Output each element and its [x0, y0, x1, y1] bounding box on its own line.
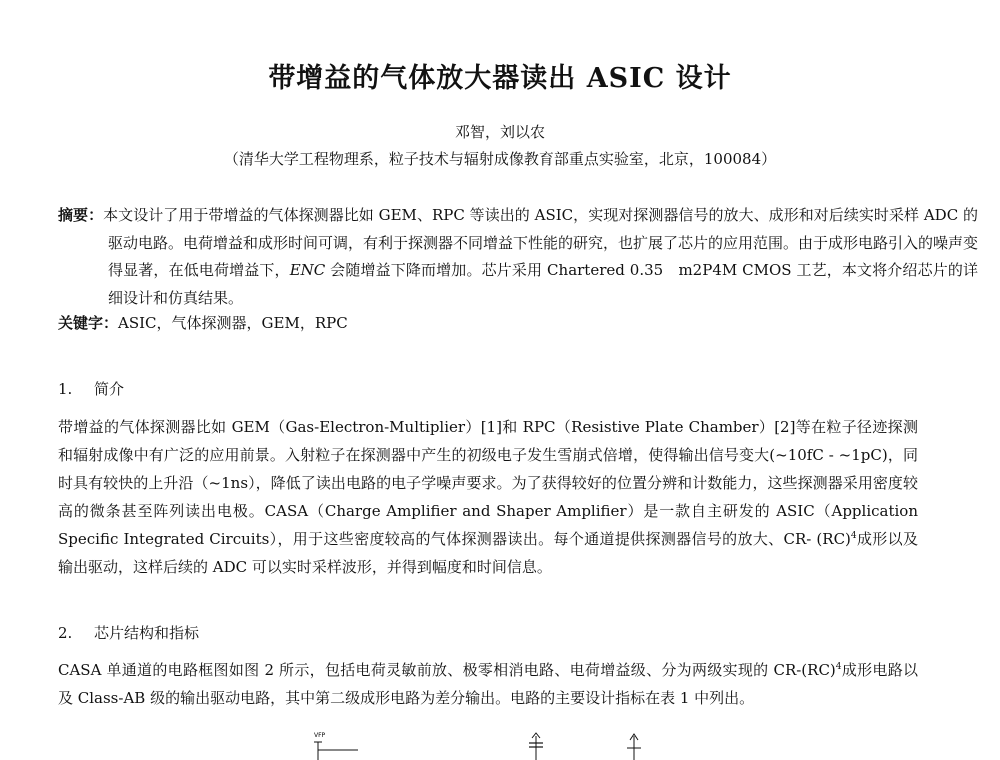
section-title: 芯片结构和指标 [94, 624, 200, 642]
intro-tail: 成形以及输出驱动，这样后续的 ADC 可以实时采样波形，并得到幅度和时间信息。 [58, 530, 918, 576]
paper-title: 带增益的气体放大器读出 ASIC 设计 [268, 63, 732, 94]
abstract-text-a: 本文设计了用于带增益的气体探测器比如 GEM、RPC 等读出的 ASIC，实现对探测器信号的放大、成形和对后续实时采样 ADC 的驱动电路。电荷增益和成形时间可调，有利于探测器不同增益下性能的研究，也扩展了芯片的应用范围。由于成形电路引入的噪声变得显著，在低电荷增益下， [103, 206, 979, 279]
section-heading-intro [58, 378, 124, 399]
structure-superscript: 4 [835, 662, 842, 672]
intro-paragraph [58, 413, 918, 581]
keywords-label: 关键字： [58, 314, 119, 332]
structure-tail: 成形电路以及 Class-AB 级的输出驱动电路，其中第二级成形电路为差分输出。电路的主要设计指标在表 1 中列出。 [58, 661, 918, 707]
circuit-figure-fragment [300, 728, 700, 760]
abstract [58, 202, 978, 312]
affiliation: （清华大学工程物理系，粒子技术与辐射成像教育部重点实验室，北京，100084） [223, 150, 777, 168]
section-title: 简介 [94, 380, 125, 398]
keywords [58, 312, 348, 333]
keywords-text: ASIC，气体探测器，GEM，RPC [118, 314, 348, 332]
abstract-text-b: 会随增益下降而增加。芯片采用 Chartered 0.35 m2P4M CMOS 工艺，本文将介绍芯片的详细设计和仿真结果。 [108, 261, 978, 307]
intro-text: 带增益的气体探测器比如 GEM（Gas-Electron-Multiplier）[1]和 RPC（Resistive Plate Chamber）[2]等在粒子径迹探测和辐射成像中有广泛的应用前景。入射粒子在探测器中产生的初级电子发生雪崩式倍增，使得输出信号变大(~10fC - ~1pC)，同时具有较快的上升沿（~1ns），降低了读出电路的电子学噪声要求。为了获得较好的位置分辨和计数能力，这些探测器采用密度较高的微条甚至阵列读出电极。CASA（Charge Amplifier and Shaper Amplifier）是一款自主研发的 ASIC（Application Specific Integrated Circuits），用于这些密度较高的气体探测器读出。每个通道提供探测器信号的放大、CR- (RC) [58, 418, 918, 548]
structure-paragraph [58, 656, 918, 712]
author-list: 邓智，刘以农 [454, 123, 545, 141]
abstract-label: 摘要： [58, 206, 104, 224]
vdd-label: VFP [314, 732, 326, 739]
abstract-enc: ENC [289, 261, 326, 279]
structure-text: CASA 单通道的电路框图如图 2 所示，包括电荷灵敏前放、极零相消电路、电荷增益级、分为两级实现的 CR-(RC) [58, 661, 836, 679]
intro-superscript: 4 [850, 531, 857, 541]
section-number: 1. [58, 380, 73, 398]
section-number: 2. [58, 624, 73, 642]
section-heading-structure [58, 622, 199, 643]
